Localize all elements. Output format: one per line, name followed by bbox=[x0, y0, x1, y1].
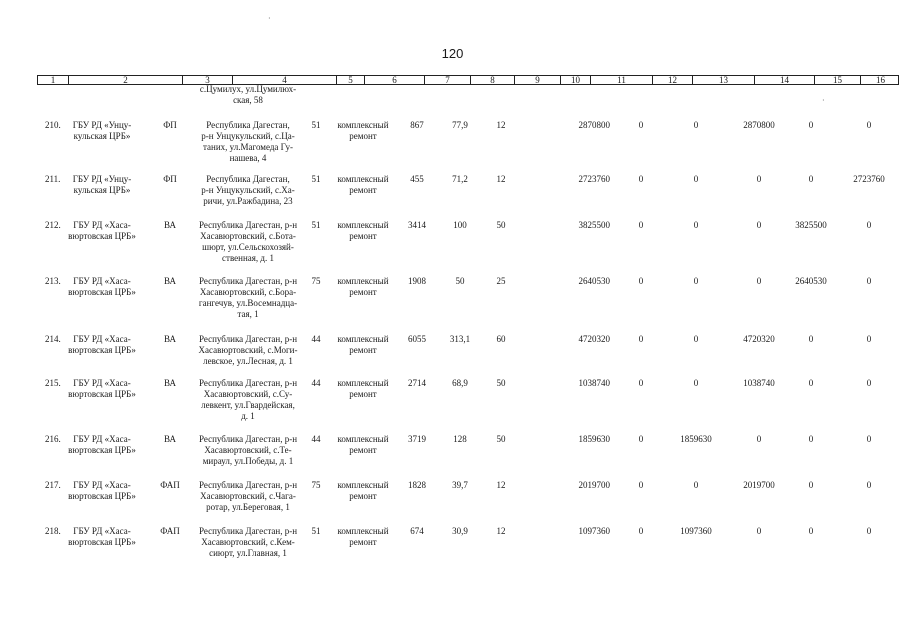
col-8-value: 50 bbox=[455, 276, 465, 286]
col-7-value: 2714 bbox=[408, 378, 426, 388]
address: Республика Дагестан, р-н Хасавюртовский, с.Су- левкент, ул.Гвардейская, д. 1 bbox=[198, 378, 298, 421]
col-14-value: 0 bbox=[756, 220, 762, 230]
col-13-value: 0 bbox=[693, 378, 699, 388]
organization: ГБУ РД «Унцу- кульская ЦРБ» bbox=[72, 174, 132, 195]
col-5-value: 51 bbox=[311, 120, 321, 130]
address: Республика Дагестан, р-н Хасавюртовский, с.Те- мираул, ул.Победы, д. 1 bbox=[198, 434, 298, 466]
address: Республика Дагестан, р-н Унцукульский, с.Ца- таних, ул.Магомеда Гу- нашева, 4 bbox=[201, 120, 295, 163]
col-14-value: 0 bbox=[756, 434, 762, 444]
col-9-value: 60 bbox=[496, 334, 506, 344]
col-5-value: 51 bbox=[311, 174, 321, 184]
facility-type: ФАП bbox=[160, 526, 180, 536]
header-col-13: 13 bbox=[692, 76, 754, 85]
header-col-11: 11 bbox=[590, 76, 652, 85]
organization: ГБУ РД «Хаса- вюртовская ЦРБ» bbox=[68, 220, 136, 241]
column-number-header bbox=[37, 75, 899, 85]
col-13-value: 0 bbox=[693, 220, 699, 230]
col-7-value: 674 bbox=[410, 526, 424, 536]
work-type: комплексный ремонт bbox=[337, 120, 389, 141]
col-11-value: 2019700 bbox=[578, 480, 610, 490]
col-15-value: 0 bbox=[808, 334, 814, 344]
col-14-value: 4720320 bbox=[743, 334, 775, 344]
col-8-value: 68,9 bbox=[452, 378, 468, 388]
col-8-value: 313,1 bbox=[449, 334, 471, 344]
address: Республика Дагестан, р-н Хасавюртовский, с.Бота- шюрт, ул.Сельскохозяй- ственная, д. 1 bbox=[198, 220, 298, 263]
work-type: комплексный ремонт bbox=[337, 334, 389, 355]
header-col-2: 2 bbox=[68, 76, 182, 85]
organization: ГБУ РД «Хаса- вюртовская ЦРБ» bbox=[68, 276, 136, 297]
col-11-value: 1038740 bbox=[578, 378, 610, 388]
facility-type: ВА bbox=[164, 434, 176, 444]
col-11-value: 3825500 bbox=[578, 220, 610, 230]
col-11-value: 2640530 bbox=[578, 276, 610, 286]
header-col-3: 3 bbox=[182, 76, 232, 85]
col-12-value: 0 bbox=[638, 220, 644, 230]
col-16-value: 0 bbox=[866, 526, 872, 536]
col-7-value: 1908 bbox=[408, 276, 426, 286]
col-7-value: 867 bbox=[410, 120, 424, 130]
col-15-value: 0 bbox=[808, 378, 814, 388]
col-9-value: 50 bbox=[496, 378, 506, 388]
col-5-value: 44 bbox=[311, 378, 321, 388]
row-number: 215. bbox=[45, 378, 61, 388]
col-11-value: 2723760 bbox=[578, 174, 610, 184]
work-type: комплексный ремонт bbox=[337, 220, 389, 241]
address: Республика Дагестан, р-н Хасавюртовский, с.Бора- гангечув, ул.Восемнадца- тая, 1 bbox=[198, 276, 298, 319]
col-9-value: 12 bbox=[496, 526, 506, 536]
work-type: комплексный ремонт bbox=[337, 526, 389, 547]
facility-type: ФП bbox=[163, 120, 177, 130]
col-12-value: 0 bbox=[638, 174, 644, 184]
header-col-14: 14 bbox=[754, 76, 814, 85]
facility-type: ФАП bbox=[160, 480, 180, 490]
scan-speck: · bbox=[822, 96, 825, 105]
header-col-12: 12 bbox=[652, 76, 692, 85]
col-11-value: 1097360 bbox=[578, 526, 610, 536]
col-12-value: 0 bbox=[638, 526, 644, 536]
scan-speck: · bbox=[268, 14, 271, 23]
col-7-value: 3719 bbox=[408, 434, 426, 444]
col-13-value: 1097360 bbox=[680, 526, 712, 536]
organization: ГБУ РД «Хаса- вюртовская ЦРБ» bbox=[68, 378, 136, 399]
col-15-value: 0 bbox=[808, 526, 814, 536]
col-13-value: 0 bbox=[693, 276, 699, 286]
col-13-value: 1859630 bbox=[680, 434, 712, 444]
col-9-value: 12 bbox=[496, 174, 506, 184]
col-16-value: 0 bbox=[866, 480, 872, 490]
col-14-value: 0 bbox=[756, 276, 762, 286]
facility-type: ВА bbox=[164, 334, 176, 344]
col-7-value: 1828 bbox=[408, 480, 426, 490]
col-8-value: 128 bbox=[453, 434, 467, 444]
col-12-value: 0 bbox=[638, 120, 644, 130]
col-11-value: 2870800 bbox=[578, 120, 610, 130]
facility-type: ВА bbox=[164, 378, 176, 388]
work-type: комплексный ремонт bbox=[337, 378, 389, 399]
col-15-value: 0 bbox=[808, 434, 814, 444]
header-col-9: 9 bbox=[514, 76, 560, 85]
col-9-value: 12 bbox=[496, 120, 506, 130]
col-11-value: 4720320 bbox=[578, 334, 610, 344]
row-number: 216. bbox=[45, 434, 61, 444]
organization: ГБУ РД «Хаса- вюртовская ЦРБ» bbox=[68, 526, 136, 547]
col-14-value: 2019700 bbox=[743, 480, 775, 490]
facility-type: ВА bbox=[164, 276, 176, 286]
col-16-value: 0 bbox=[866, 378, 872, 388]
col-13-value: 0 bbox=[693, 120, 699, 130]
organization: ГБУ РД «Хаса- вюртовская ЦРБ» bbox=[68, 434, 136, 455]
col-16-value: 0 bbox=[866, 220, 872, 230]
col-9-value: 50 bbox=[496, 220, 506, 230]
col-8-value: 39,7 bbox=[452, 480, 468, 490]
header-col-7: 7 bbox=[424, 76, 470, 85]
continuation-address: с.Цумилух, ул.Цумилюх- ская, 58 bbox=[199, 84, 297, 105]
col-13-value: 0 bbox=[693, 174, 699, 184]
work-type: комплексный ремонт bbox=[337, 480, 389, 501]
col-12-value: 0 bbox=[638, 480, 644, 490]
address: Республика Дагестан, р-н Хасавюртовский, с.Моги- левское, ул.Лесная, д. 1 bbox=[198, 334, 298, 366]
address: Республика Дагестан, р-н Хасавюртовский, с.Чага- ротар, ул.Береговая, 1 bbox=[198, 480, 298, 512]
header-col-10: 10 bbox=[560, 76, 590, 85]
row-number: 212. bbox=[45, 220, 61, 230]
facility-type: ФП bbox=[163, 174, 177, 184]
col-5-value: 44 bbox=[311, 334, 321, 344]
organization: ГБУ РД «Хаса- вюртовская ЦРБ» bbox=[68, 480, 136, 501]
col-14-value: 0 bbox=[756, 174, 762, 184]
col-13-value: 0 bbox=[693, 334, 699, 344]
col-7-value: 455 bbox=[410, 174, 424, 184]
col-5-value: 51 bbox=[311, 220, 321, 230]
col-14-value: 2870800 bbox=[743, 120, 775, 130]
col-8-value: 71,2 bbox=[452, 174, 468, 184]
col-9-value: 25 bbox=[496, 276, 506, 286]
header-col-8: 8 bbox=[470, 76, 514, 85]
col-12-value: 0 bbox=[638, 334, 644, 344]
header-col-16: 16 bbox=[860, 76, 900, 85]
header-col-6: 6 bbox=[364, 76, 424, 85]
work-type: комплексный ремонт bbox=[337, 434, 389, 455]
col-9-value: 50 bbox=[496, 434, 506, 444]
organization: ГБУ РД «Хаса- вюртовская ЦРБ» bbox=[68, 334, 136, 355]
col-5-value: 75 bbox=[311, 276, 321, 286]
col-8-value: 77,9 bbox=[452, 120, 468, 130]
col-11-value: 1859630 bbox=[578, 434, 610, 444]
col-16-value: 0 bbox=[866, 120, 872, 130]
col-14-value: 1038740 bbox=[743, 378, 775, 388]
page-number: 120 bbox=[441, 46, 464, 61]
row-number: 211. bbox=[45, 174, 61, 184]
row-number: 217. bbox=[45, 480, 61, 490]
col-15-value: 3825500 bbox=[795, 220, 827, 230]
facility-type: ВА bbox=[164, 220, 176, 230]
header-col-5: 5 bbox=[336, 76, 364, 85]
header-col-1: 1 bbox=[50, 75, 56, 85]
organization: ГБУ РД «Унцу- кульская ЦРБ» bbox=[72, 120, 132, 141]
col-15-value: 0 bbox=[808, 120, 814, 130]
col-7-value: 6055 bbox=[408, 334, 426, 344]
col-9-value: 12 bbox=[496, 480, 506, 490]
col-16-value: 2723760 bbox=[853, 174, 885, 184]
row-number: 210. bbox=[45, 120, 61, 130]
address: Республика Дагестан, р-н Унцукульский, с.Ха- ричи, ул.Ражбадина, 23 bbox=[201, 174, 295, 206]
row-number: 214. bbox=[45, 334, 61, 344]
col-15-value: 2640530 bbox=[795, 276, 827, 286]
col-8-value: 30,9 bbox=[452, 526, 468, 536]
col-7-value: 3414 bbox=[408, 220, 426, 230]
header-col-15: 15 bbox=[814, 76, 860, 85]
header-col-4: 4 bbox=[232, 76, 336, 85]
work-type: комплексный ремонт bbox=[337, 276, 389, 297]
col-15-value: 0 bbox=[808, 174, 814, 184]
col-12-value: 0 bbox=[638, 276, 644, 286]
col-16-value: 0 bbox=[866, 334, 872, 344]
col-5-value: 44 bbox=[311, 434, 321, 444]
col-12-value: 0 bbox=[638, 378, 644, 388]
col-16-value: 0 bbox=[866, 434, 872, 444]
col-16-value: 0 bbox=[866, 276, 872, 286]
col-8-value: 100 bbox=[453, 220, 467, 230]
col-15-value: 0 bbox=[808, 480, 814, 490]
col-14-value: 0 bbox=[756, 526, 762, 536]
row-number: 218. bbox=[45, 526, 61, 536]
col-5-value: 51 bbox=[311, 526, 321, 536]
address: Республика Дагестан, р-н Хасавюртовский, с.Кем- сиюрт, ул.Главная, 1 bbox=[198, 526, 298, 558]
col-13-value: 0 bbox=[693, 480, 699, 490]
col-12-value: 0 bbox=[638, 434, 644, 444]
row-number: 213. bbox=[45, 276, 61, 286]
work-type: комплексный ремонт bbox=[337, 174, 389, 195]
col-5-value: 75 bbox=[311, 480, 321, 490]
